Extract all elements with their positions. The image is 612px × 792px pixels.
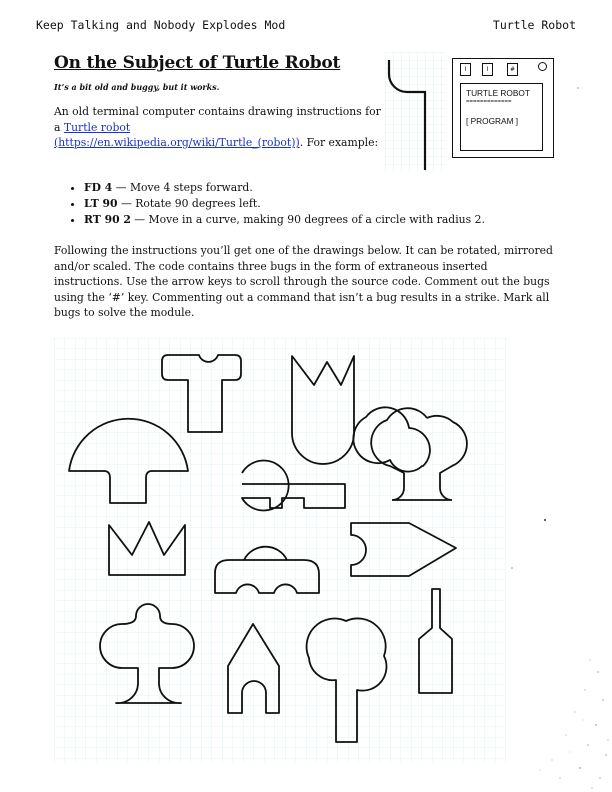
- intro-text: An old terminal computer contains drawing instructions for a: [54, 105, 381, 134]
- module-button-1: I: [460, 63, 471, 76]
- command-desc: — Move 4 steps forward.: [112, 181, 253, 194]
- header-page-name: Turtle Robot: [492, 18, 576, 32]
- instructions-paragraph: Following the instructions you’ll get one of the drawings below. It can be rotated, mirrored and/or scaled. The code contains three bugs in the form of extraneous inserted instructions. Use the arrow keys to scroll through the source code. Comment out the bugs using the ‘#’ key. Commenting out a command that isn’t a bug results in a strike. Mark all bugs to solve the module.: [54, 244, 553, 319]
- command-desc: — Move in a curve, making 90 degrees of a circle with radius 2.: [130, 212, 485, 226]
- module-button-2: I: [482, 63, 493, 76]
- command-desc: — Rotate 90 degrees left.: [117, 196, 261, 210]
- screen-program: [ PROGRAM ]: [466, 116, 519, 126]
- screen-title: TURTLE ROBOT: [466, 88, 530, 98]
- module-button-comment: #: [507, 63, 518, 76]
- command-code: RT 90 2: [84, 212, 131, 226]
- screen-rule: =============: [466, 99, 512, 105]
- page-title: On the Subject of Turtle Robot: [54, 53, 341, 73]
- turtle-robot-url-link[interactable]: (https://en.wikipedia.org/wiki/Turtle_(robot)): [54, 136, 300, 149]
- command-code: LT 90: [84, 196, 118, 210]
- intro-text-end: . For example:: [299, 136, 379, 149]
- header-module-name: Keep Talking and Nobody Explodes Mod: [36, 18, 286, 32]
- turtle-robot-link[interactable]: Turtle robot: [63, 120, 131, 134]
- command-code: FD 4: [84, 181, 113, 194]
- flavor-text: It’s a bit old and buggy, but it works.: [54, 82, 220, 92]
